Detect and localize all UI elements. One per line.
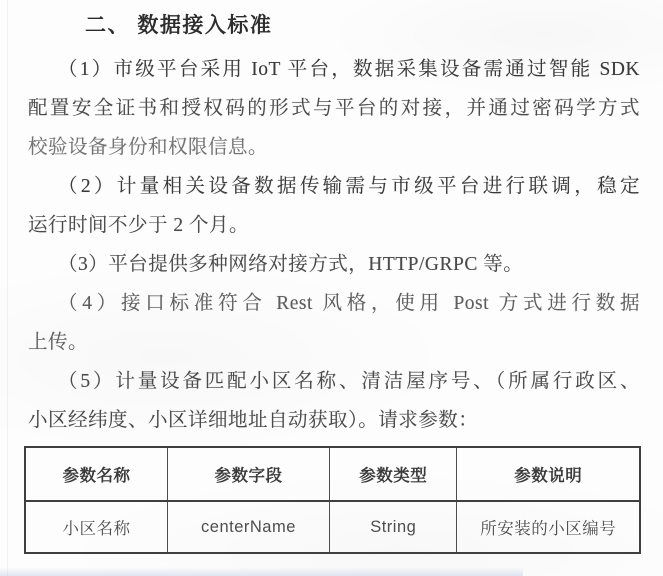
table-cell-param-name: 小区名称: [25, 501, 167, 553]
table-cell-param-field: centerName: [167, 501, 329, 553]
paragraph: [28, 167, 640, 245]
document-body: [28, 8, 640, 554]
table-cell-param-type: String: [330, 501, 457, 553]
table-row: [25, 501, 640, 553]
paragraph: [28, 284, 640, 362]
table-header-param-name: 参数名称: [25, 447, 167, 501]
paragraph-line: （2）计量相关设备数据传输需与市级平台进行联调，稳定: [58, 176, 640, 197]
paragraph: [28, 362, 640, 440]
paragraph-line: （3）平台提供多种网络对接方式，HTTP/GRPC 等。: [58, 254, 524, 275]
parameters-table: [24, 446, 641, 554]
parameters-table-head: [25, 447, 640, 501]
paragraph-line: 上传。: [28, 332, 89, 353]
paragraph-line: （5）计量设备匹配小区名称、清洁屋序号、（所属行政区、: [58, 371, 640, 392]
table-header-row: [25, 447, 640, 501]
paragraph-line: 运行时间不少于 2 个月。: [28, 215, 250, 236]
parameters-table-body: [25, 501, 640, 553]
section-heading: 二、 数据接入标准: [85, 14, 273, 37]
paragraph-line: 小区经纬度、小区详细地址自动获取）。请求参数：: [28, 410, 479, 431]
table-header-param-field: 参数字段: [167, 447, 329, 501]
paragraph: [28, 50, 640, 167]
table-header-param-type: 参数类型: [330, 447, 457, 501]
paragraph-line: 配置安全证书和授权码的形式与平台的对接，并通过密码学方式: [28, 98, 640, 119]
paragraph-line: 校验设备身份和权限信息。: [28, 137, 269, 158]
paragraph-line: （1）市级平台采用 IoT 平台，数据采集设备需通过智能 SDK: [58, 59, 640, 80]
table-cell-param-description: 所安装的小区编号: [457, 501, 640, 553]
scan-edge-artifact: [7, 0, 8, 576]
paragraph: [28, 245, 640, 284]
table-header-param-description: 参数说明: [457, 447, 640, 501]
scan-bottom-tint-artifact: [0, 567, 523, 576]
paragraph-line: （4）接口标准符合 Rest 风格，使用 Post 方式进行数据: [58, 293, 640, 314]
section-content: [28, 50, 640, 440]
